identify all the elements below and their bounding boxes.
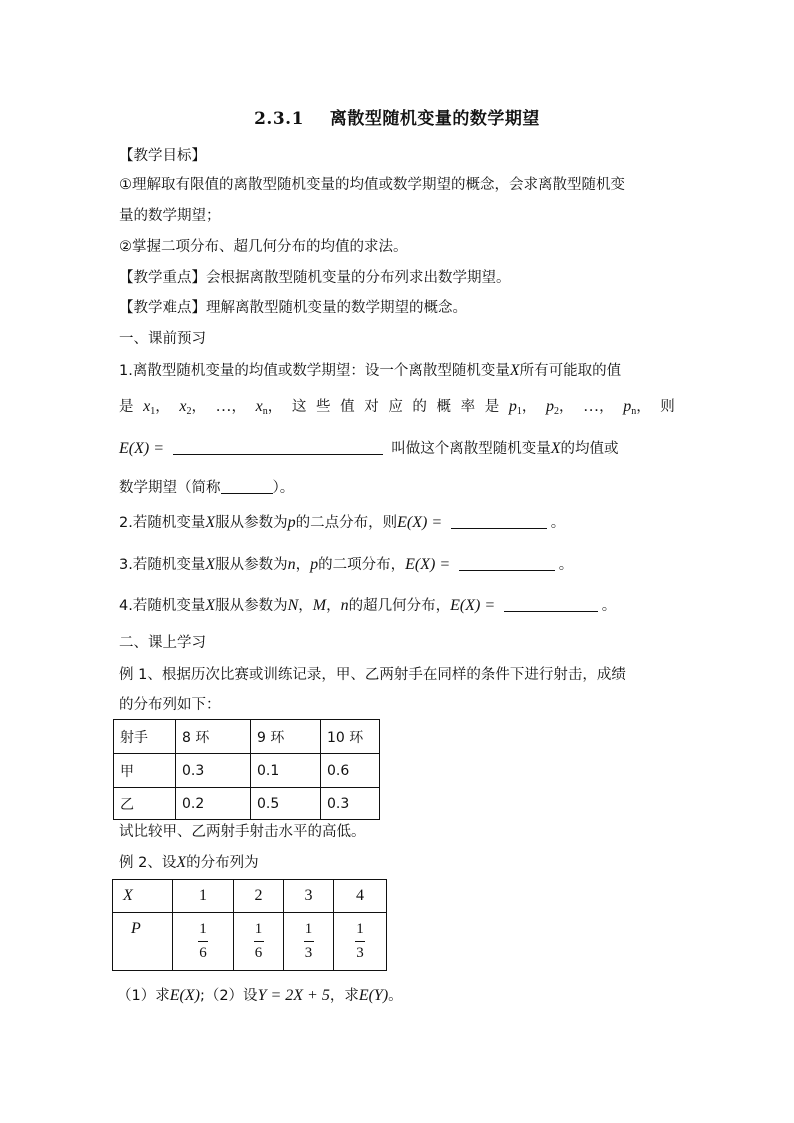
table-distribution (112, 879, 387, 971)
x2: $x_2$， (179, 398, 206, 417)
table-cell: 0.2 (176, 788, 251, 820)
word: 是 (119, 399, 134, 415)
pn: $p_n$， (623, 398, 651, 417)
item-1-line-2 (119, 397, 675, 422)
word: 这 (291, 399, 307, 415)
expectation-formula: E(X) = (397, 514, 443, 531)
p2: $p_2$， (545, 398, 574, 417)
word: 值 (340, 399, 355, 415)
word: 对 (364, 399, 379, 415)
key-point-label: 【教学重点】 (119, 270, 206, 286)
table-cell: 0.3 (176, 754, 251, 788)
table-cell: 射手 (114, 720, 176, 754)
table-row (113, 880, 387, 913)
table-row (114, 788, 380, 820)
table-cell: 9 环 (251, 720, 321, 754)
example-2-intro: 例 2、设X的分布列为 (119, 854, 259, 871)
table-cell: 0.1 (251, 754, 321, 788)
objective-1-line-2: 量的数学期望； (119, 208, 221, 224)
answer-blank[interactable] (451, 514, 547, 529)
expectation-formula: E(X) = (450, 597, 496, 614)
table-cell: 4 (334, 880, 387, 913)
table-cell: X (113, 880, 173, 913)
item-4: 4.若随机变量X服从参数为N，M，n的超几何分布，E(X) = 。 (119, 597, 617, 614)
example-1-line-1: 例 1、根据历次比赛或训练记录，甲、乙两射手在同样的条件下进行射击，成绩 (119, 667, 626, 683)
table-cell: 1 (173, 880, 234, 913)
table-cell: 甲 (114, 754, 176, 788)
example-1-question: 试比较甲、乙两射手射击水平的高低。 (119, 824, 366, 840)
fraction: $\frac{1}{3}$ (304, 921, 313, 961)
section-class-heading: 二、课上学习 (119, 635, 206, 651)
key-point-text: 会根据离散型随机变量的分布列求出数学期望。 (206, 270, 511, 286)
table-cell (173, 913, 234, 971)
difficulty-label: 【教学难点】 (119, 300, 206, 316)
dots-2: …， (583, 398, 614, 415)
word: 则 (660, 399, 675, 415)
table-cell (234, 913, 284, 971)
fraction: $\frac{1}{3}$ (356, 921, 364, 961)
key-point (119, 268, 511, 288)
table-cell: 10 环 (321, 720, 380, 754)
var-x: X (550, 440, 561, 457)
dots-1: …， (215, 398, 247, 415)
item-1-line-1 (119, 361, 621, 381)
word: 是 (484, 399, 500, 415)
section-preview-heading: 一、课前预习 (119, 331, 206, 347)
word: 些 (315, 399, 331, 415)
table-cell: 8 环 (176, 720, 251, 754)
p1: $p_1$， (508, 398, 537, 417)
fraction: $\frac{1}{6}$ (199, 921, 207, 961)
var-x: X (509, 362, 520, 379)
table-row (114, 720, 380, 754)
table-cell: P (113, 913, 173, 971)
answer-blank[interactable] (504, 597, 598, 612)
example-2-question: （1）求E(X);（2）设Y = 2X + 5，求E(Y)。 (117, 987, 403, 1004)
word: 的 (412, 399, 427, 415)
item-1-line-4 (119, 478, 294, 498)
table-cell (334, 913, 387, 971)
table-row (113, 913, 387, 971)
answer-blank[interactable] (173, 440, 383, 455)
expectation-formula: E(X) = (119, 440, 164, 457)
item-1-text-b: 所有可能取的值 (519, 363, 622, 379)
objective-1-line-1: ①理解取有限值的离散型随机变量的均值或数学期望的概念，会求离散型随机变 (119, 177, 625, 193)
answer-blank[interactable] (459, 556, 555, 571)
item-1-text-e: 数学期望（简称 (119, 480, 221, 496)
table-shooter-scores (113, 719, 380, 820)
objective-2: ②掌握二项分布、超几何分布的均值的求法。 (119, 239, 408, 255)
table-cell (284, 913, 334, 971)
x1: $x_1$， (143, 398, 170, 417)
xn: $x_n$， (255, 398, 283, 417)
fraction: $\frac{1}{6}$ (254, 921, 263, 961)
item-2: 2.若随机变量X服从参数为p的二点分布，则E(X) = 。 (119, 514, 566, 531)
item-1-text-f: ）。 (272, 480, 295, 496)
table-cell: 3 (284, 880, 334, 913)
item-1-text-c: 叫做这个离散型随机变量 (391, 441, 551, 457)
table-cell: 0.5 (251, 788, 321, 820)
table-cell: 0.6 (321, 754, 380, 788)
word: 概 (436, 399, 452, 415)
objectives-heading: 【教学目标】 (119, 148, 206, 164)
page-title (0, 104, 794, 129)
difficulty (119, 298, 467, 318)
table-cell: 0.3 (321, 788, 380, 820)
section-number: 2.3.1 (254, 109, 304, 129)
title-text: 离散型随机变量的数学期望 (329, 109, 540, 129)
item-3: 3.若随机变量X服从参数为n，p的二项分布，E(X) = 。 (119, 556, 574, 573)
table-row (114, 754, 380, 788)
item-1-text-a: 1.离散型随机变量的均值或数学期望：设一个离散型随机变量 (119, 363, 510, 379)
difficulty-text: 理解离散型随机变量的数学期望的概念。 (206, 300, 467, 316)
word: 率 (460, 399, 476, 415)
example-1-line-2: 的分布列如下： (119, 697, 221, 713)
item-1-text-d: 的均值或 (560, 441, 619, 457)
expectation-formula: E(X) = (405, 556, 451, 573)
table-cell: 2 (234, 880, 284, 913)
item-1-line-3 (119, 439, 619, 459)
table-cell: 乙 (114, 788, 176, 820)
answer-blank[interactable] (221, 481, 273, 494)
word: 应 (388, 399, 403, 415)
